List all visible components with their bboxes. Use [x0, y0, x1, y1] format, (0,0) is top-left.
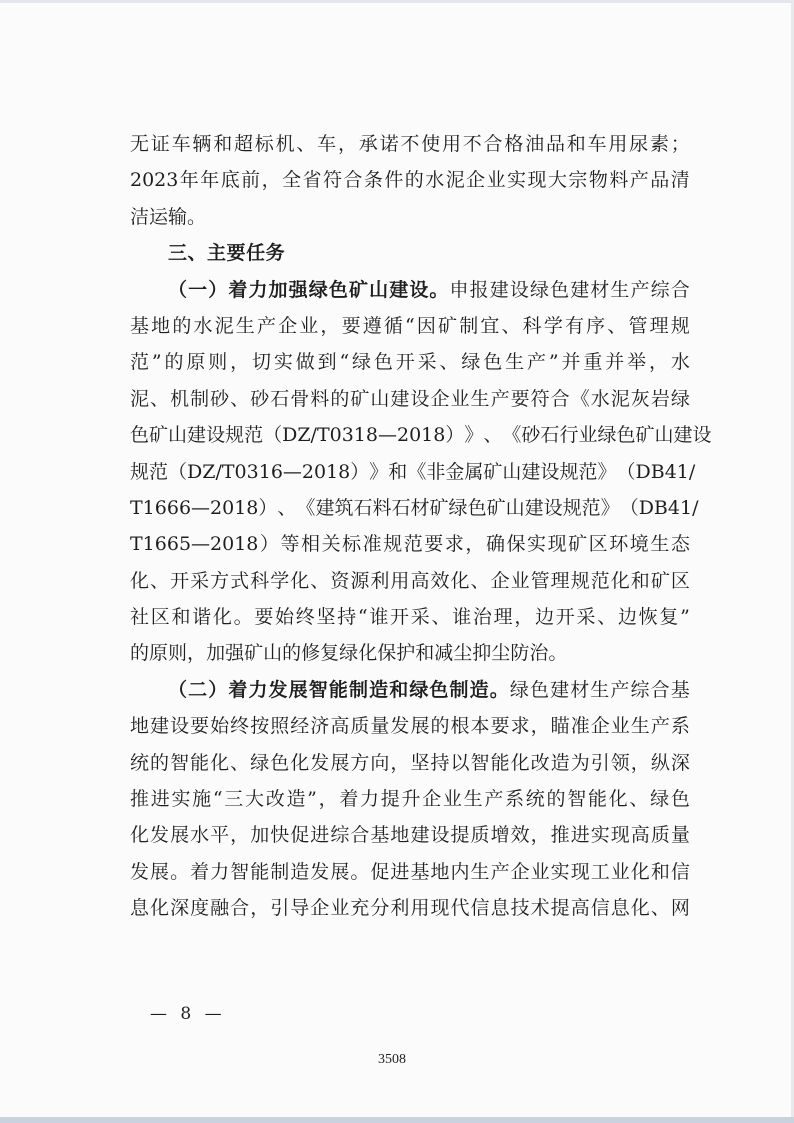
text-line: 息 化 深 度 融 合 ， 引 导 企 业 充 分 利 用 现 代 信 息 技 术 提 高 信 息 化 、 网	[130, 897, 690, 920]
text-line: 社 区 和 谐 化 。 要 始 终 坚 持 “ 谁 开 采 、 谁 治 理 ， 边 开 采 、 边 恢 复 ”	[130, 606, 690, 629]
text-line: 推 进 实 施 “ 三 大 改 造 ” ， 着 力 提 升 企 业 生 产 系 统 的 智 能 化 、 绿 色	[130, 788, 690, 811]
text-line: 范 ” 的 原 则 ， 切 实 做 到 “ 绿 色 开 采 、 绿 色 生 产 ” 并 重 并 举 ， 水	[130, 351, 690, 374]
text-line: 规 范 （ DZ/T0316—2018 ） 》 和 《 非 金 属 矿 山 建 设 规 范 》 （ DB41/	[130, 460, 696, 483]
text-line: T1665—2018 ） 等 相 关 标 准 规 范 要 求 ， 确 保 实 现 矿 区 环 境 生 态	[130, 533, 690, 556]
text-line: 泥 、 机 制 砂 、 砂 石 骨 料 的 矿 山 建 设 企 业 生 产 要 符 合 《 水 泥 灰 岩 绿	[130, 387, 690, 410]
scan-edge-bottom	[0, 1117, 794, 1123]
text-line: 发 展 。 着 力 智 能 制 造 发 展 。 促 进 基 地 内 生 产 企 业 实 现 工 业 化 和 信	[130, 860, 690, 883]
text-line: （ 二 ） 着 力 发 展 智 能 制 造 和 绿 色 制 造 。 绿 色 建 材 生 产 综 合 基	[168, 678, 690, 701]
print-number: 3508	[378, 1052, 406, 1067]
text-line: T1666—2018 ） 、 《 建 筑 石 料 石 材 矿 绿 色 矿 山 建 设 规 范 》 （ DB41/	[130, 496, 699, 519]
body-text	[130, 126, 712, 927]
text-line: 基 地 的 水 泥 生 产 企 业 ， 要 遵 循 “ 因 矿 制 宜 、 科 学 有 序 、 管 理 规	[130, 314, 690, 337]
text-line: 统 的 智 能 化 、 绿 色 化 发 展 方 向 ， 坚 持 以 智 能 化 改 造 为 引 领 ， 纵 深	[130, 751, 690, 774]
page-number: — 8 —	[150, 1004, 226, 1024]
text-line: 无 证 车 辆 和 超 标 机 、 车 ， 承 诺 不 使 用 不 合 格 油 品 和 车 用 尿 素 ；	[130, 133, 690, 155]
text-line: 洁 运 输 。	[130, 205, 207, 228]
text-line: 化 、 开 采 方 式 科 学 化 、 资 源 利 用 高 效 化 、 企 业 管 理 规 范 化 和 矿 区	[130, 569, 690, 592]
text-line: 色 矿 山 建 设 规 范 （ DZ/T0318—2018 ） 》 、 《 砂 石 行 业 绿 色 矿 山 建 设	[130, 424, 712, 447]
scan-edge-top	[0, 0, 794, 3]
text-line: （ 一 ） 着 力 加 强 绿 色 矿 山 建 设 。 申 报 建 设 绿 色 建 材 生 产 综 合	[168, 278, 690, 301]
text-line: 的 原 则 ， 加 强 矿 山 的 修 复 绿 化 保 护 和 减 尘 抑 尘 防 治 。	[130, 642, 568, 665]
text-line: 化 发 展 水 平 ， 加 快 促 进 综 合 基 地 建 设 提 质 增 效 ， 推 进 实 现 高 质 量	[130, 824, 690, 847]
section-heading: 三 、 主 要 任 务	[168, 242, 286, 265]
text-line: 2023 年 年 底 前 ， 全 省 符 合 条 件 的 水 泥 企 业 实 现 大 宗 物 料 产 品 清	[130, 169, 690, 192]
text-line: 地 建 设 要 始 终 按 照 经 济 高 质 量 发 展 的 根 本 要 求 ， 瞄 准 企 业 生 产 系	[130, 715, 690, 738]
